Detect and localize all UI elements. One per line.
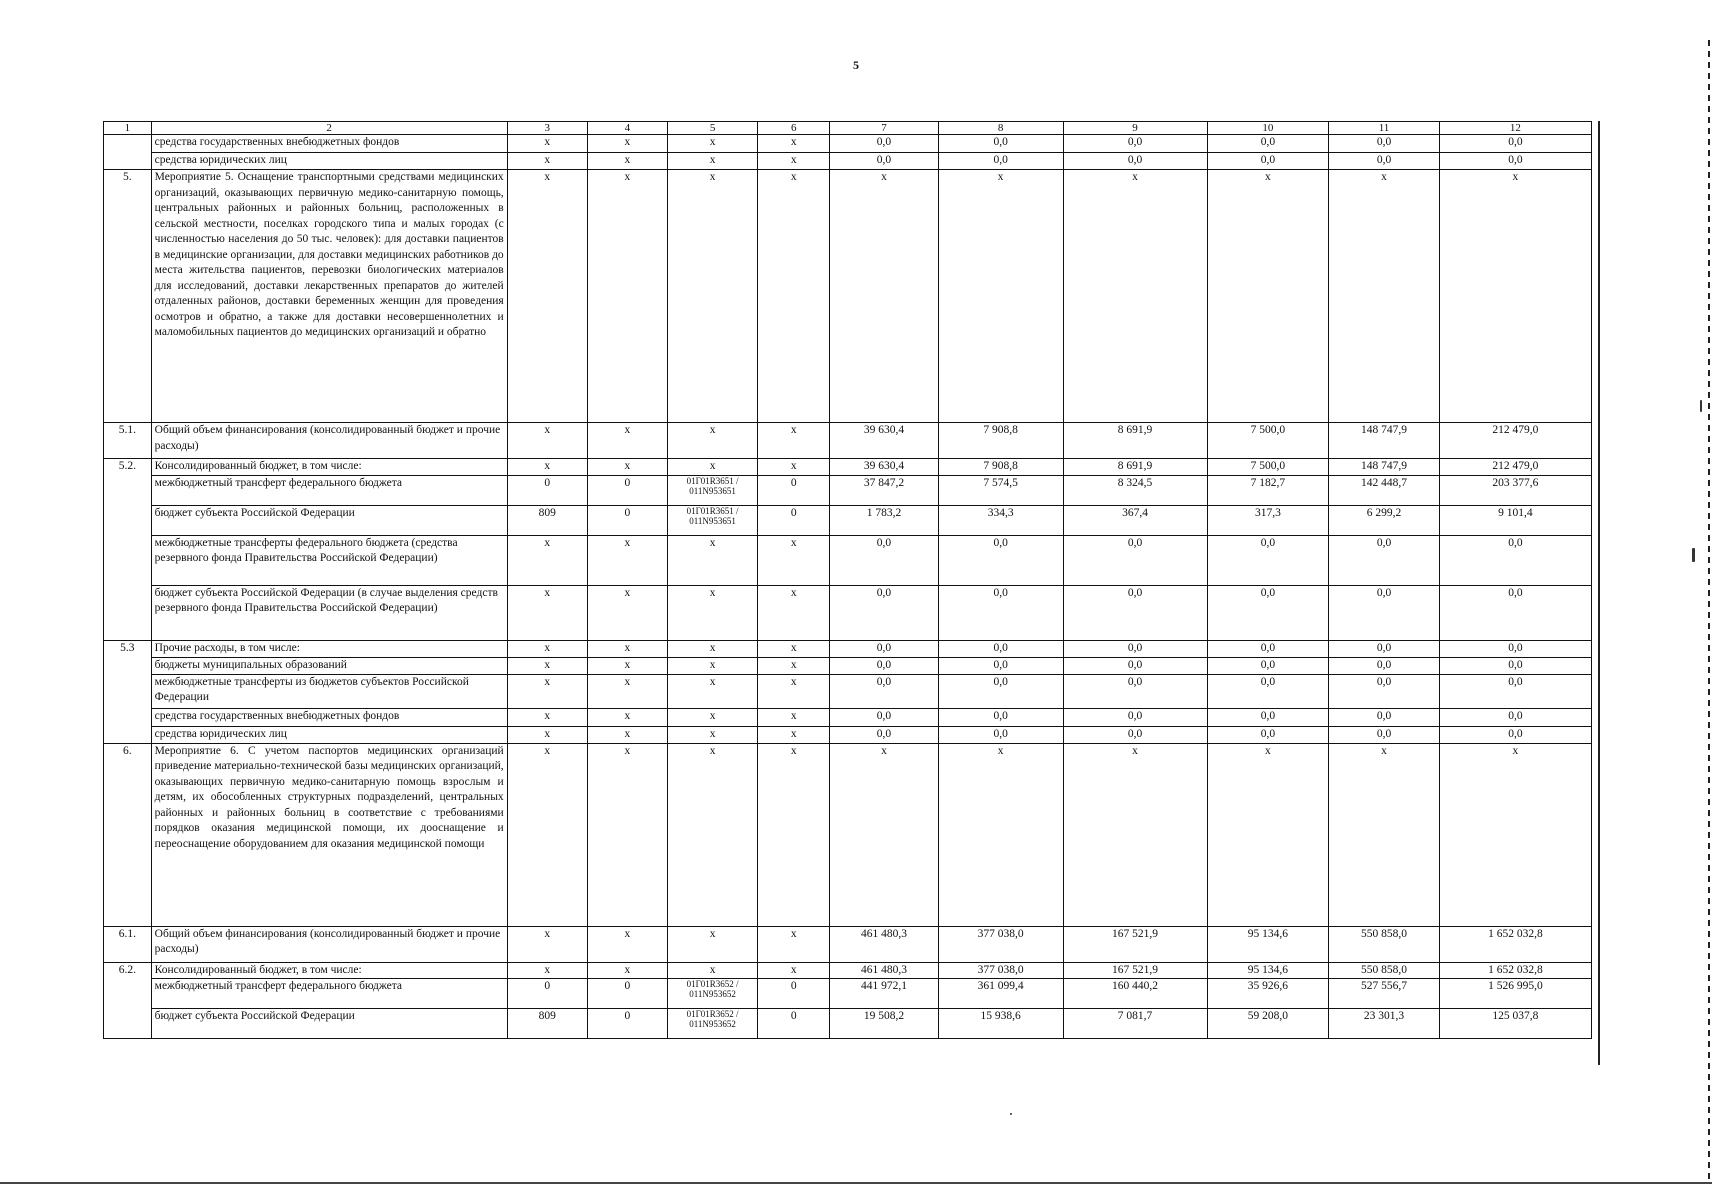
budget-code-cell: х xyxy=(667,153,757,170)
value-cell: 0,0 xyxy=(830,135,939,153)
value-cell: 167 521,9 xyxy=(1063,962,1207,979)
table-row xyxy=(104,423,1592,459)
header-cell: 6 xyxy=(758,122,830,135)
row-number: 6. xyxy=(104,743,152,926)
value-cell: х xyxy=(1063,743,1207,926)
value-cell: 0,0 xyxy=(1063,726,1207,743)
table-row xyxy=(104,1009,1592,1039)
value-cell: 0,0 xyxy=(1207,674,1329,708)
scan-edge-artifact xyxy=(1708,40,1710,1180)
value-cell: 0,0 xyxy=(938,585,1063,640)
value-cell: 0,0 xyxy=(1207,535,1329,585)
value-cell: 0,0 xyxy=(1063,153,1207,170)
header-cell: 7 xyxy=(830,122,939,135)
header-cell: 1 xyxy=(104,122,152,135)
value-cell: 0,0 xyxy=(1439,585,1591,640)
budget-code-cell: х xyxy=(667,170,757,423)
code-cell: х xyxy=(758,674,830,708)
value-cell: 125 037,8 xyxy=(1439,1009,1591,1039)
value-cell: х xyxy=(938,743,1063,926)
value-cell: 0,0 xyxy=(1063,535,1207,585)
code-cell: х xyxy=(587,926,667,962)
code-cell: х xyxy=(758,640,830,657)
table-row xyxy=(104,459,1592,476)
value-cell: 23 301,3 xyxy=(1329,1009,1440,1039)
code-cell: 0 xyxy=(587,979,667,1009)
value-cell: 212 479,0 xyxy=(1439,459,1591,476)
table-row xyxy=(104,475,1592,505)
budget-code-cell: 01Г01R3652 / 011N953652 xyxy=(667,979,757,1009)
value-cell: 377 038,0 xyxy=(938,926,1063,962)
value-cell: 7 500,0 xyxy=(1207,459,1329,476)
value-cell: 7 574,5 xyxy=(938,475,1063,505)
value-cell: 0,0 xyxy=(830,708,939,726)
code-cell: х xyxy=(587,708,667,726)
row-label: Прочие расходы, в том числе: xyxy=(151,640,507,657)
value-cell: 212 479,0 xyxy=(1439,423,1591,459)
value-cell: 148 747,9 xyxy=(1329,423,1440,459)
code-cell: х xyxy=(587,459,667,476)
budget-code-cell: х xyxy=(667,135,757,153)
value-cell: 0,0 xyxy=(1329,657,1440,674)
row-number: 6.1. xyxy=(104,926,152,962)
table-row xyxy=(104,585,1592,640)
value-cell: 0,0 xyxy=(1439,726,1591,743)
value-cell: 0,0 xyxy=(1207,153,1329,170)
value-cell: 461 480,3 xyxy=(830,962,939,979)
code-cell: 0 xyxy=(587,475,667,505)
code-cell: х xyxy=(507,459,587,476)
header-cell: 12 xyxy=(1439,122,1591,135)
value-cell: х xyxy=(830,743,939,926)
code-cell: 0 xyxy=(507,979,587,1009)
value-cell: 95 134,6 xyxy=(1207,926,1329,962)
value-cell: 0,0 xyxy=(1329,585,1440,640)
value-cell: 142 448,7 xyxy=(1329,475,1440,505)
value-cell: х xyxy=(1063,170,1207,423)
code-cell: х xyxy=(587,423,667,459)
row-number: 5.1. xyxy=(104,423,152,459)
value-cell: 361 099,4 xyxy=(938,979,1063,1009)
value-cell: 0,0 xyxy=(1439,708,1591,726)
value-cell: 461 480,3 xyxy=(830,926,939,962)
value-cell: 0,0 xyxy=(1207,585,1329,640)
code-cell: х xyxy=(758,926,830,962)
code-cell: х xyxy=(507,962,587,979)
table-row xyxy=(104,170,1592,423)
row-label: Общий объем финансирования (консолидированный бюджет и прочие расходы) xyxy=(151,423,507,459)
value-cell: х xyxy=(1207,170,1329,423)
value-cell: 0,0 xyxy=(830,535,939,585)
value-cell: 0,0 xyxy=(1329,726,1440,743)
value-cell: х xyxy=(830,170,939,423)
value-cell: 0,0 xyxy=(1207,708,1329,726)
table-row xyxy=(104,708,1592,726)
value-cell: 0,0 xyxy=(1063,708,1207,726)
code-cell: х xyxy=(758,708,830,726)
value-cell: 0,0 xyxy=(938,535,1063,585)
value-cell: 8 691,9 xyxy=(1063,423,1207,459)
page-number: 5 xyxy=(853,58,859,72)
code-cell: х xyxy=(587,585,667,640)
value-cell: 0,0 xyxy=(1063,674,1207,708)
table-row xyxy=(104,726,1592,743)
budget-code-cell: х xyxy=(667,585,757,640)
value-cell: 1 652 032,8 xyxy=(1439,926,1591,962)
header-cell: 4 xyxy=(587,122,667,135)
table-row xyxy=(104,979,1592,1009)
budget-code-cell: х xyxy=(667,726,757,743)
value-cell: 0,0 xyxy=(1207,726,1329,743)
header-cell: 10 xyxy=(1207,122,1329,135)
value-cell: 7 908,8 xyxy=(938,423,1063,459)
value-cell: 1 526 995,0 xyxy=(1439,979,1591,1009)
table-row xyxy=(104,962,1592,979)
value-cell: 1 783,2 xyxy=(830,505,939,535)
budget-code-cell: 01Г01R3652 / 011N953652 xyxy=(667,1009,757,1039)
code-cell: х xyxy=(507,674,587,708)
code-cell: х xyxy=(758,423,830,459)
value-cell: 441 972,1 xyxy=(830,979,939,1009)
value-cell: 550 858,0 xyxy=(1329,926,1440,962)
table-row xyxy=(104,640,1592,657)
row-label: бюджеты муниципальных образований xyxy=(151,657,507,674)
budget-code-cell: х xyxy=(667,459,757,476)
code-cell: х xyxy=(758,726,830,743)
code-cell: х xyxy=(587,726,667,743)
value-cell: 15 938,6 xyxy=(938,1009,1063,1039)
value-cell: х xyxy=(938,170,1063,423)
code-cell: х xyxy=(758,585,830,640)
value-cell: 1 652 032,8 xyxy=(1439,962,1591,979)
value-cell: 0,0 xyxy=(938,726,1063,743)
value-cell: 0,0 xyxy=(1439,674,1591,708)
header-cell: 2 xyxy=(151,122,507,135)
value-cell: 0,0 xyxy=(938,674,1063,708)
code-cell: х xyxy=(507,743,587,926)
scan-speck xyxy=(1010,1113,1012,1115)
value-cell: 0,0 xyxy=(938,153,1063,170)
value-cell: 0,0 xyxy=(1207,135,1329,153)
code-cell: х xyxy=(758,743,830,926)
value-cell: 6 299,2 xyxy=(1329,505,1440,535)
row-label: Мероприятие 6. С учетом паспортов медицинских организаций приведение материально-технической базы медицинских организаций, оказывающих первичную медико-санитарную помощь взрослым и детям, их обособленных структурных подразделений, центральных районных и районных больниц в соответствие с требованиями порядков оказания медицинской помощи, их дооснащение и переоснащение оборудованием для оказания медицинской помощи xyxy=(151,743,507,926)
code-cell: х xyxy=(758,459,830,476)
value-cell: 0,0 xyxy=(938,708,1063,726)
row-number: 6.2. xyxy=(104,962,152,1039)
value-cell: 0,0 xyxy=(1063,657,1207,674)
row-number: 5.2. xyxy=(104,459,152,641)
value-cell: 0,0 xyxy=(1329,674,1440,708)
code-cell: х xyxy=(507,657,587,674)
table-row xyxy=(104,135,1592,153)
value-cell: 148 747,9 xyxy=(1329,459,1440,476)
code-cell: х xyxy=(507,640,587,657)
row-label: Общий объем финансирования (консолидированный бюджет и прочие расходы) xyxy=(151,926,507,962)
row-label: бюджет субъекта Российской Федерации (в случае выделения средств резервного фонда Правительства Российской Федерации) xyxy=(151,585,507,640)
table-row xyxy=(104,153,1592,170)
value-cell: х xyxy=(1439,743,1591,926)
value-cell: 0,0 xyxy=(1063,640,1207,657)
table-row xyxy=(104,505,1592,535)
row-label: средства юридических лиц xyxy=(151,153,507,170)
table-row xyxy=(104,657,1592,674)
code-cell: х xyxy=(507,708,587,726)
value-cell: 0,0 xyxy=(1207,640,1329,657)
row-label: средства государственных внебюджетных фондов xyxy=(151,135,507,153)
value-cell: 377 038,0 xyxy=(938,962,1063,979)
code-cell: 809 xyxy=(507,505,587,535)
table-row xyxy=(104,743,1592,926)
row-label: межбюджетный трансферт федерального бюджета xyxy=(151,979,507,1009)
value-cell: 0,0 xyxy=(1207,657,1329,674)
code-cell: х xyxy=(587,170,667,423)
value-cell: 0,0 xyxy=(830,153,939,170)
value-cell: 7 182,7 xyxy=(1207,475,1329,505)
code-cell: х xyxy=(507,726,587,743)
code-cell: х xyxy=(507,423,587,459)
value-cell: 0,0 xyxy=(1063,135,1207,153)
value-cell: х xyxy=(1329,743,1440,926)
row-number: 5.3 xyxy=(104,640,152,743)
code-cell: х xyxy=(587,640,667,657)
value-cell: 0,0 xyxy=(938,135,1063,153)
value-cell: х xyxy=(1207,743,1329,926)
value-cell: 39 630,4 xyxy=(830,459,939,476)
header-cell: 5 xyxy=(667,122,757,135)
financing-table xyxy=(103,121,1592,1039)
code-cell: х xyxy=(587,657,667,674)
value-cell: 0,0 xyxy=(1063,585,1207,640)
code-cell: 0 xyxy=(758,1009,830,1039)
row-label: бюджет субъекта Российской Федерации xyxy=(151,505,507,535)
value-cell: 0,0 xyxy=(1439,135,1591,153)
value-cell: 0,0 xyxy=(830,585,939,640)
budget-code-cell: х xyxy=(667,423,757,459)
row-label: средства государственных внебюджетных фондов xyxy=(151,708,507,726)
budget-code-cell: х xyxy=(667,535,757,585)
budget-code-cell: х xyxy=(667,674,757,708)
code-cell: х xyxy=(758,170,830,423)
row-label: межбюджетный трансферт федерального бюджета xyxy=(151,475,507,505)
row-label: средства юридических лиц xyxy=(151,726,507,743)
value-cell: 95 134,6 xyxy=(1207,962,1329,979)
budget-code-cell: х xyxy=(667,926,757,962)
code-cell: х xyxy=(587,674,667,708)
scan-bottom-line xyxy=(0,1182,1712,1184)
value-cell: 8 324,5 xyxy=(1063,475,1207,505)
row-label: Мероприятие 5. Оснащение транспортными средствами медицинских организаций, оказывающих первичную медико-санитарную помощь, центральных районных и районных больниц, расположенных в сельской местности, поселках городского типа и малых городах (с численностью населения до 50 тыс. человек): для доставки пациентов в медицинские организации, для доставки медицинских работников до места жительства пациентов, перевозки биологических материалов для исследований, доставки лекарственных препаратов до жителей отдаленных районов, доставки беременных женщин для проведения осмотров и обратно, а также для доставки несовершеннолетних и маломобильных пациентов до медицинских организаций и обратно xyxy=(151,170,507,423)
code-cell: х xyxy=(587,962,667,979)
value-cell: 37 847,2 xyxy=(830,475,939,505)
code-cell: х xyxy=(587,743,667,926)
value-cell: 0,0 xyxy=(1439,153,1591,170)
value-cell: 0,0 xyxy=(938,657,1063,674)
value-cell: 334,3 xyxy=(938,505,1063,535)
value-cell: 367,4 xyxy=(1063,505,1207,535)
value-cell: 0,0 xyxy=(1439,657,1591,674)
value-cell: 7 081,7 xyxy=(1063,1009,1207,1039)
value-cell: 0,0 xyxy=(830,657,939,674)
code-cell: 0 xyxy=(587,1009,667,1039)
value-cell: 160 440,2 xyxy=(1063,979,1207,1009)
code-cell: х xyxy=(758,535,830,585)
code-cell: х xyxy=(507,926,587,962)
value-cell: 7 908,8 xyxy=(938,459,1063,476)
code-cell: х xyxy=(758,962,830,979)
value-cell: 0,0 xyxy=(1329,708,1440,726)
value-cell: 0,0 xyxy=(1439,535,1591,585)
value-cell: 0,0 xyxy=(1329,535,1440,585)
row-label: Консолидированный бюджет, в том числе: xyxy=(151,962,507,979)
budget-code-cell: х xyxy=(667,640,757,657)
value-cell: 8 691,9 xyxy=(1063,459,1207,476)
scan-speck xyxy=(1692,548,1695,562)
value-cell: 39 630,4 xyxy=(830,423,939,459)
budget-code-cell: х xyxy=(667,743,757,926)
table-row xyxy=(104,535,1592,585)
code-cell: х xyxy=(507,135,587,153)
row-label: Консолидированный бюджет, в том числе: xyxy=(151,459,507,476)
header-cell: 9 xyxy=(1063,122,1207,135)
code-cell: 0 xyxy=(587,505,667,535)
code-cell: х xyxy=(507,153,587,170)
value-cell: 203 377,6 xyxy=(1439,475,1591,505)
table-row xyxy=(104,926,1592,962)
value-cell: 35 926,6 xyxy=(1207,979,1329,1009)
value-cell: 0,0 xyxy=(830,640,939,657)
table-right-frame xyxy=(1596,121,1600,1065)
value-cell: 0,0 xyxy=(830,674,939,708)
budget-code-cell: 01Г01R3651 / 011N953651 xyxy=(667,475,757,505)
budget-code-cell: х xyxy=(667,962,757,979)
code-cell: х xyxy=(587,135,667,153)
code-cell: х xyxy=(587,153,667,170)
budget-code-cell: 01Г01R3651 / 011N953651 xyxy=(667,505,757,535)
code-cell: х xyxy=(507,170,587,423)
value-cell: 527 556,7 xyxy=(1329,979,1440,1009)
value-cell: х xyxy=(1329,170,1440,423)
code-cell: 0 xyxy=(758,505,830,535)
value-cell: х xyxy=(1439,170,1591,423)
header-row xyxy=(104,122,1592,135)
code-cell: х xyxy=(507,585,587,640)
row-number xyxy=(104,135,152,170)
row-label: межбюджетные трансферты из бюджетов субъектов Российской Федерации xyxy=(151,674,507,708)
code-cell: х xyxy=(758,657,830,674)
row-number: 5. xyxy=(104,170,152,423)
row-label: межбюджетные трансферты федерального бюджета (средства резервного фонда Правительства Российской Федерации) xyxy=(151,535,507,585)
budget-code-cell: х xyxy=(667,708,757,726)
value-cell: 0,0 xyxy=(1329,153,1440,170)
value-cell: 0,0 xyxy=(1439,640,1591,657)
value-cell: 0,0 xyxy=(1329,135,1440,153)
code-cell: 809 xyxy=(507,1009,587,1039)
value-cell: 0,0 xyxy=(1329,640,1440,657)
value-cell: 167 521,9 xyxy=(1063,926,1207,962)
value-cell: 9 101,4 xyxy=(1439,505,1591,535)
value-cell: 19 508,2 xyxy=(830,1009,939,1039)
value-cell: 0,0 xyxy=(830,726,939,743)
value-cell: 317,3 xyxy=(1207,505,1329,535)
value-cell: 7 500,0 xyxy=(1207,423,1329,459)
value-cell: 550 858,0 xyxy=(1329,962,1440,979)
code-cell: 0 xyxy=(507,475,587,505)
code-cell: х xyxy=(758,135,830,153)
header-cell: 8 xyxy=(938,122,1063,135)
table-row xyxy=(104,674,1592,708)
code-cell: х xyxy=(507,535,587,585)
code-cell: 0 xyxy=(758,475,830,505)
scan-speck xyxy=(1700,400,1702,412)
code-cell: х xyxy=(758,153,830,170)
header-cell: 3 xyxy=(507,122,587,135)
budget-code-cell: х xyxy=(667,657,757,674)
value-cell: 0,0 xyxy=(938,640,1063,657)
code-cell: 0 xyxy=(758,979,830,1009)
header-cell: 11 xyxy=(1329,122,1440,135)
value-cell: 59 208,0 xyxy=(1207,1009,1329,1039)
row-label: бюджет субъекта Российской Федерации xyxy=(151,1009,507,1039)
code-cell: х xyxy=(587,535,667,585)
